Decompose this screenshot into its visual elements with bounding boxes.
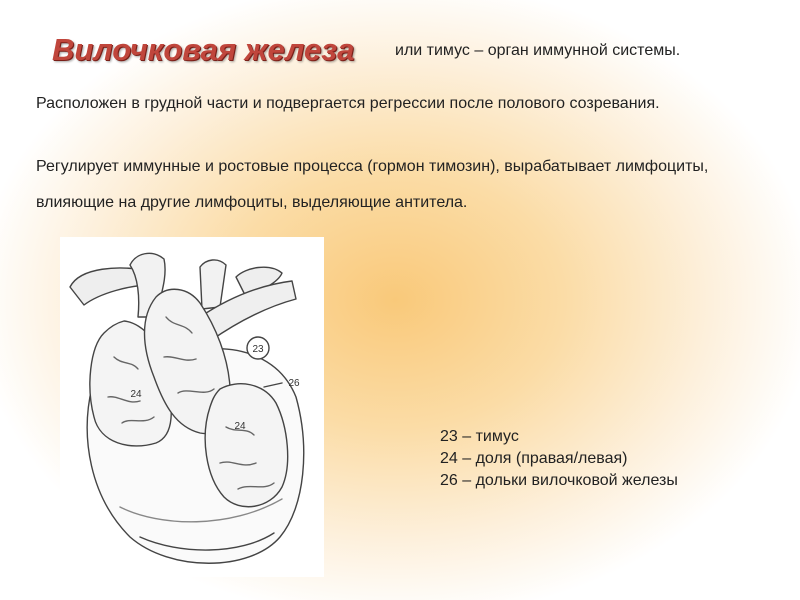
paragraph-function: Регулирует иммунные и ростовые процесса (гормон тимозин), вырабатывает лимфоциты, влияющие на другие лимфоциты, выделяющие антитела. bbox=[36, 158, 709, 211]
label-24-left: 24 bbox=[234, 421, 246, 432]
slide-title: Вилочковая железа bbox=[52, 32, 355, 67]
label-26: 26 bbox=[288, 378, 300, 389]
paragraph-location: Расположен в грудной части и подвергается регрессии после полового созревания. bbox=[36, 95, 660, 112]
label-24-right: 24 bbox=[130, 389, 142, 400]
legend-item-lobules: 26 – дольки вилочковой железы bbox=[440, 472, 678, 489]
label-23: 23 bbox=[252, 344, 264, 355]
figure-legend bbox=[440, 426, 678, 492]
heart-thymus-drawing bbox=[60, 237, 324, 577]
heart-thymus-illustration bbox=[60, 237, 324, 577]
legend-item-thymus: 23 – тимус bbox=[440, 428, 519, 445]
legend-item-lobe: 24 – доля (правая/левая) bbox=[440, 450, 628, 467]
slide-subtitle: или тимус – орган иммунной системы. bbox=[395, 42, 681, 59]
